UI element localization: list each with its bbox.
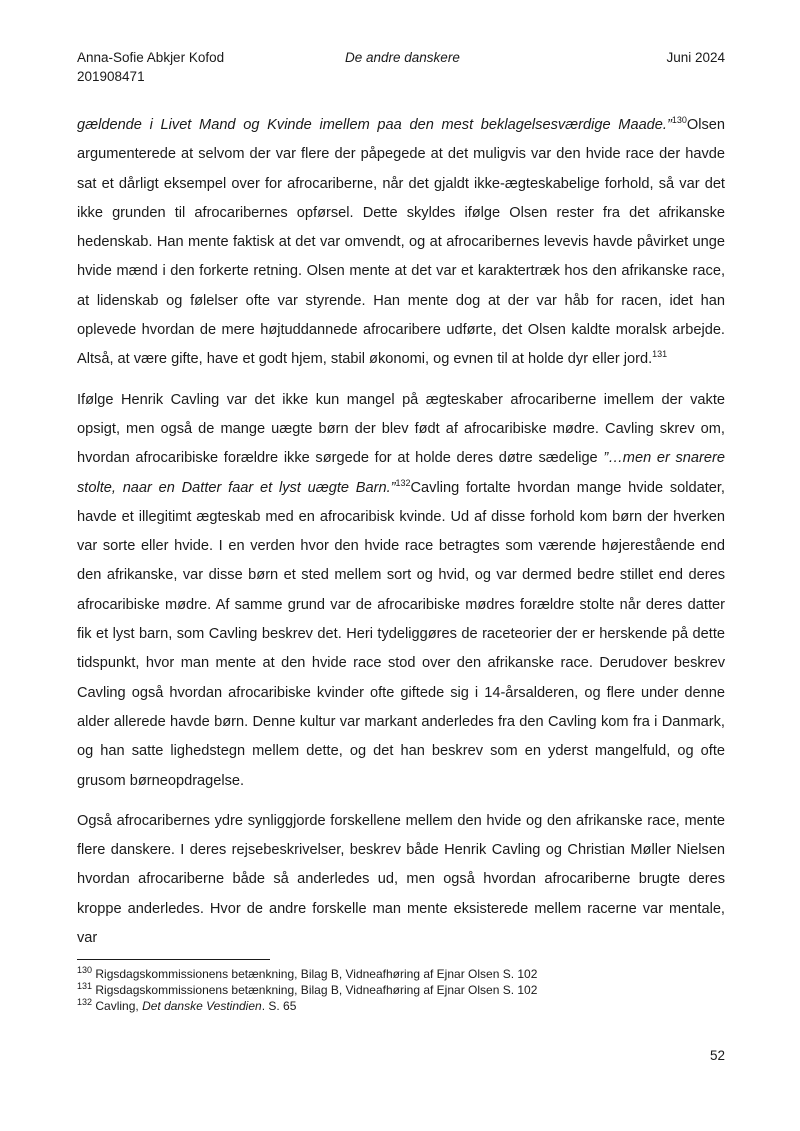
header-title: De andre danskere bbox=[345, 50, 460, 65]
body-text bbox=[77, 111, 725, 964]
page-number: 52 bbox=[709, 1048, 725, 1063]
footnotes bbox=[77, 966, 725, 1014]
footnote-number: 130 bbox=[77, 965, 93, 975]
header-student-id: 201908471 bbox=[77, 69, 145, 84]
footnote-book-title: Det danske Vestindien bbox=[142, 999, 262, 1013]
footnote-text-pre: Cavling, bbox=[95, 999, 143, 1013]
footnote-131 bbox=[77, 982, 725, 998]
quote-olsen: gældende i Livet Mand og Kvinde imellem paa den mest beklagelsesværdige Maade.” bbox=[77, 117, 672, 133]
footnote-130 bbox=[77, 966, 725, 982]
footnote-ref-131[interactable]: 131 bbox=[652, 349, 668, 360]
paragraph-1-text: Olsen argumenterede at selvom der var flere der påpegede at det muligvis var den hvide race der havde sat et dårligt eksempel over for afrocariberne, når det gjaldt ikke-ægteskabelige forhold, så var det ikke grunden til afrocaribernes opførsel. Dette skyldes ifølge Olsen rester fra det afrikanske hedenskab. Han mente faktisk at det var omvendt, og at afrocaribernes levevis havde påvirket unge hvide mænd i den forkerte retning. Olsen mente at det var et karaktertræk hos den afrikanske race, at lidenskab og følelser ofte var styrende. Han mente dog at der var håb for racen, idet han oplevede hvordan de mere højtuddannede afrocaribere udførte, det Olsen kaldte moralsk arbejde. Altså, at være gifte, have et godt hjem, stabil økonomi, og evnen til at holde dyr eller jord. bbox=[77, 117, 725, 368]
paragraph-2 bbox=[77, 386, 725, 796]
footnote-132 bbox=[77, 998, 725, 1014]
page-header bbox=[77, 48, 725, 88]
footnote-number: 132 bbox=[77, 997, 93, 1007]
quote-cavling: ”…men er snarere stolte, naar en Datter faar et lyst uægte Barn.” bbox=[77, 450, 725, 496]
header-author-block bbox=[77, 48, 224, 86]
paragraph-3 bbox=[77, 807, 725, 953]
footnote-text: Rigsdagskommissionens betænkning, Bilag B, Vidneafhøring af Ejnar Olsen S. 102 bbox=[95, 983, 538, 997]
paragraph-2-text-b: Cavling fortalte hvordan mange hvide soldater, havde et illegitimt ægteskab med en afrocaribisk kvinde. Ud af disse forhold kom børn der hverken var sorte eller hvide. I en verden hvor den hvide race betragtes som værende højerestående end den afrikanske, var disse børn et sted mellem sort og hvid, og var dermed bedre stillet end deres afrocaribiske mødre. Af samme grund var de afrocaribiske mødres forældre stolte når deres datter fik et lyst barn, som Cavling beskrev det. Heri tydeliggøres de raceteorier der er herskende på dette tidspunkt, hvor man mente at den hvide race stod over den afrikanske race. Derudover beskrev Cavling også hvordan afrocaribiske kvinder ofte giftede sig i 14-årsalderen, og flere under denne alder allerede havde børn. Denne kultur var markant anderledes fra den Cavling kom fra i Danmark, og han satte lighedstegn mellem dette, og det han beskrev som en yderst mangelfuld, og ofte grusom børneopdragelse. bbox=[77, 479, 725, 789]
header-date: Juni 2024 bbox=[666, 50, 725, 65]
header-author: Anna-Sofie Abkjer Kofod bbox=[77, 50, 225, 65]
footnote-number: 131 bbox=[77, 981, 93, 991]
footnote-ref-130[interactable]: 130 bbox=[671, 115, 687, 126]
paragraph-2-text-a: Ifølge Henrik Cavling var det ikke kun mangel på ægteskaber afrocariberne imellem der vakte opsigt, men også de mange uægte børn der blev født af afrocaribiske mødre. Cavling skrev om, hvordan afrocaribiske forældre ikke sørgede for at holde deres døtre sædelige bbox=[77, 391, 725, 467]
footnote-text: Rigsdagskommissionens betænkning, Bilag B, Vidneafhøring af Ejnar Olsen S. 102 bbox=[95, 967, 538, 981]
paragraph-3-text: Også afrocaribernes ydre synliggjorde forskellene mellem den hvide og den afrikanske race, mente flere danskere. I deres rejsebeskrivelser, beskrev både Henrik Cavling og Christian Møller Nielsen hvordan afrocariberne både så anderledes ud, men også hvordan afrocariberne brugte deres kroppe anderledes. Hvor de andre forskelle man mente eksisterede mellem racerne var mentale, var bbox=[77, 812, 725, 947]
footnote-text-post: . S. 65 bbox=[261, 999, 297, 1013]
footnote-separator bbox=[77, 959, 270, 960]
paragraph-1 bbox=[77, 111, 725, 375]
footnote-ref-132[interactable]: 132 bbox=[395, 477, 411, 488]
